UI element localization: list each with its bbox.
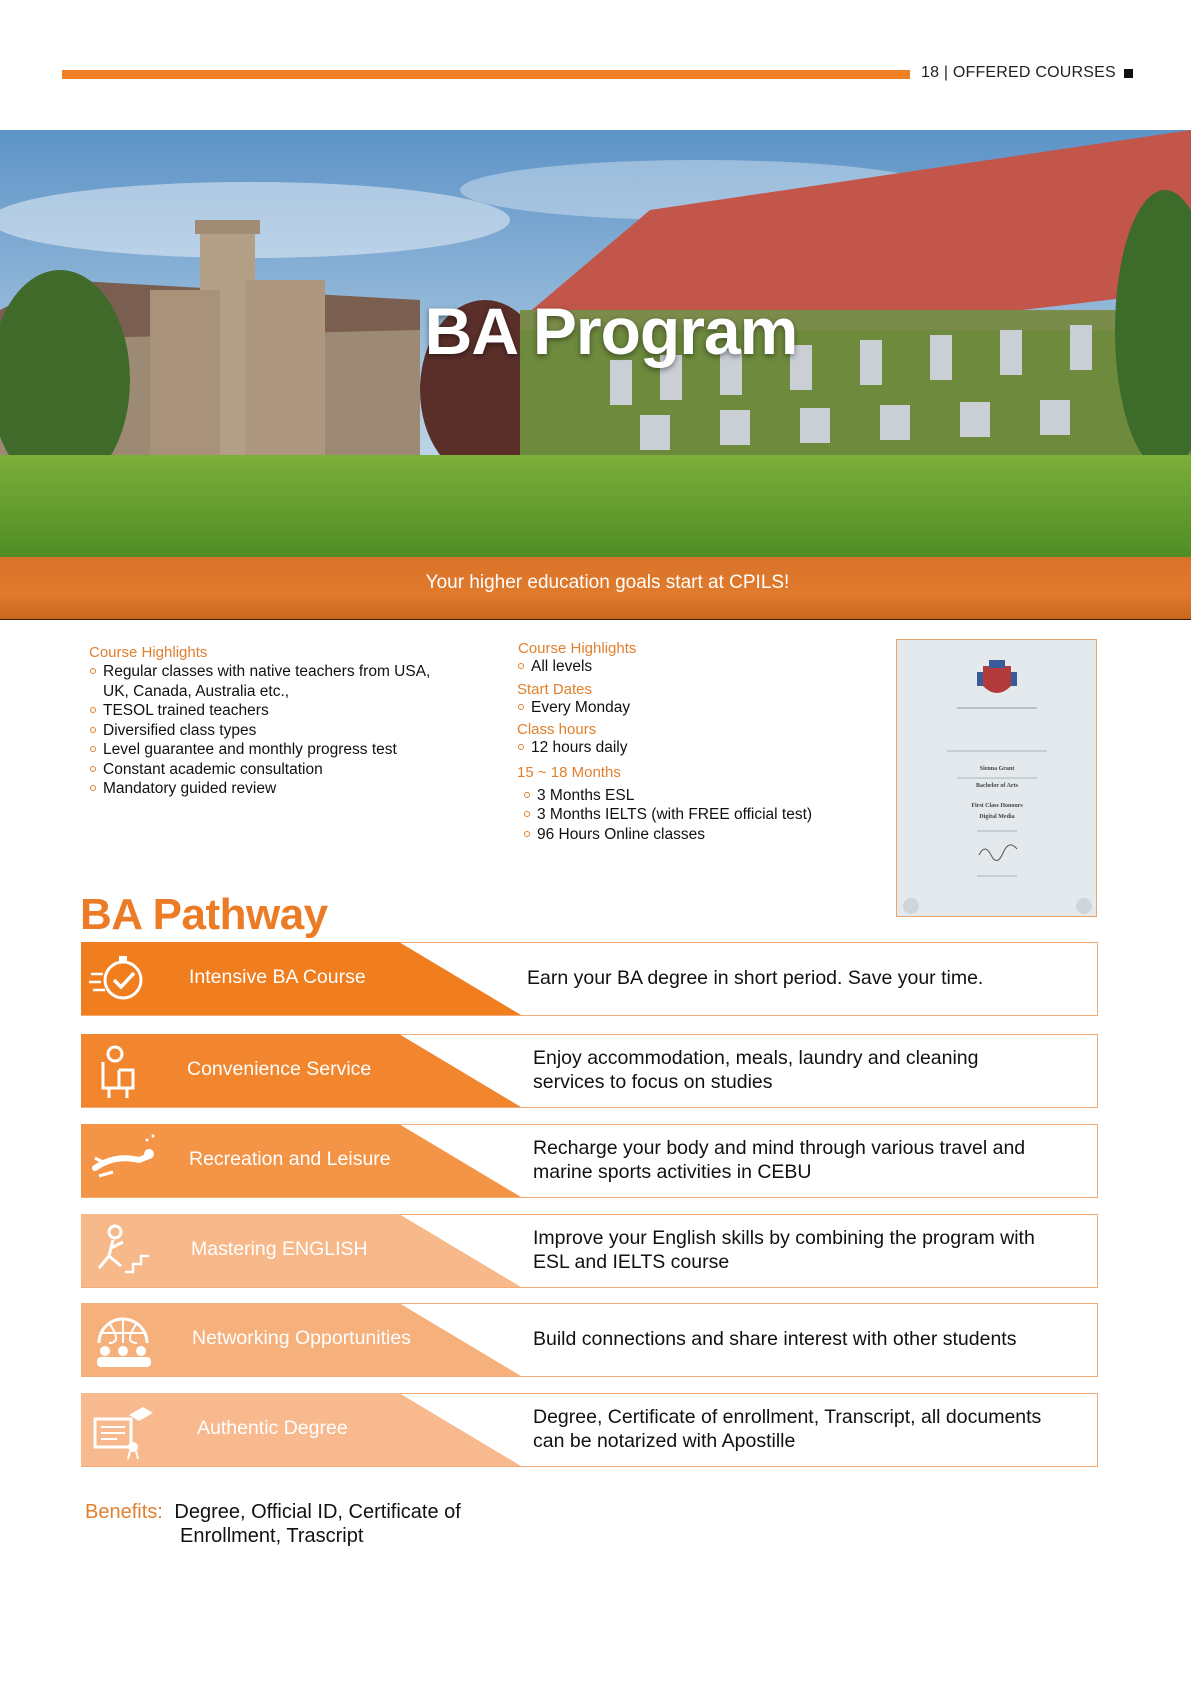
course-highlights-heading: Course Highlights xyxy=(89,644,208,661)
cert-degree: Bachelor of Arts xyxy=(976,783,1018,789)
pathway-row-description xyxy=(533,1136,1093,1184)
pathway-row-description-line: Build connections and share interest with other students xyxy=(533,1328,1017,1350)
pathway-row-description xyxy=(533,1046,1093,1094)
pathway-row-description xyxy=(533,1327,1093,1351)
pathway-row-label: Authentic Degree xyxy=(197,1417,348,1439)
pathway-row-description-line: ESL and IELTS course xyxy=(533,1251,730,1273)
header-square-marker xyxy=(1124,69,1133,78)
duration-heading: 15 ~ 18 Months xyxy=(517,763,621,781)
list-item: 3 Months IELTS (with FREE official test) xyxy=(523,805,877,825)
cert-recipient: Sienna Grant xyxy=(979,766,1015,772)
benefits-label: Benefits: xyxy=(85,1501,163,1523)
course-highlights-left xyxy=(89,644,489,799)
cert-subject: Digital Media xyxy=(979,814,1015,820)
header-orange-rule xyxy=(62,70,910,79)
pathway-row-description-line: can be notarized with Apostille xyxy=(533,1430,796,1452)
list-item: Every Monday xyxy=(517,698,877,718)
pathway-row-description-line: Enjoy accommodation, meals, laundry and cleaning xyxy=(533,1047,979,1069)
highlights-heading: Course Highlights xyxy=(518,640,637,657)
pathway-row-description-line: Recharge your body and mind through various travel and xyxy=(533,1137,1026,1159)
pathway-row-description xyxy=(527,966,1087,990)
list-item: 96 Hours Online classes xyxy=(523,825,877,845)
pathway-row-label: Convenience Service xyxy=(187,1058,372,1080)
pathway-row-label: Intensive BA Course xyxy=(189,966,366,988)
pathway-row-description-line: Improve your English skills by combining the program with xyxy=(533,1227,1035,1249)
pathway-row xyxy=(81,942,1097,1015)
list-item: Diversified class types xyxy=(89,721,489,741)
pathway-row xyxy=(81,1124,1097,1197)
degree-certificate-image xyxy=(896,639,1097,917)
pathway-row-label: Recreation and Leisure xyxy=(189,1148,391,1170)
list-item: Mandatory guided review xyxy=(89,779,489,799)
class-hours-heading: Class hours xyxy=(517,721,597,738)
start-dates-heading: Start Dates xyxy=(517,680,593,698)
pathway-row-description-line: services to focus on studies xyxy=(533,1071,773,1093)
benefits-line-1: Degree, Official ID, Certificate of xyxy=(174,1501,461,1523)
list-item: 12 hours daily xyxy=(517,738,877,758)
list-item: 3 Months ESL xyxy=(523,786,877,806)
cert-honours: First Class Honours xyxy=(971,803,1023,809)
pathway-row-description xyxy=(533,1226,1093,1274)
pathway-row xyxy=(81,1303,1097,1376)
pathway-row-description-line: Degree, Certificate of enrollment, Transcript, all documents xyxy=(533,1406,1042,1428)
hero-tagline: Your higher education goals start at CPILS! xyxy=(425,572,790,593)
course-details-middle xyxy=(517,640,877,844)
benefits-block xyxy=(85,1500,461,1548)
hero-title: BA Program xyxy=(424,294,798,368)
pathway-row xyxy=(81,1393,1097,1466)
pathway-row-description-line: Earn your BA degree in short period. Save your time. xyxy=(527,967,984,989)
list-item-continuation: UK, Canada, Australia etc., xyxy=(103,682,290,700)
pathway-row-description xyxy=(533,1405,1093,1453)
page-section-label: 18 | OFFERED COURSES xyxy=(921,64,1116,81)
pathway-row-label: Networking Opportunities xyxy=(192,1327,411,1349)
pathway-row xyxy=(81,1214,1097,1287)
list-item: Level guarantee and monthly progress test xyxy=(89,740,489,760)
pathway-row-description-line: marine sports activities in CEBU xyxy=(533,1161,812,1183)
pathway-row-label: Mastering ENGLISH xyxy=(191,1238,368,1260)
benefits-line-2: Enrollment, Trascript xyxy=(180,1525,364,1547)
list-item: All levels xyxy=(517,657,877,677)
pathway-row xyxy=(81,1034,1097,1107)
pathway-title: BA Pathway xyxy=(80,890,328,939)
list-item: Regular classes with native teachers from USA, xyxy=(89,662,489,682)
list-item: TESOL trained teachers xyxy=(89,701,489,721)
list-item: Constant academic consultation xyxy=(89,760,489,780)
